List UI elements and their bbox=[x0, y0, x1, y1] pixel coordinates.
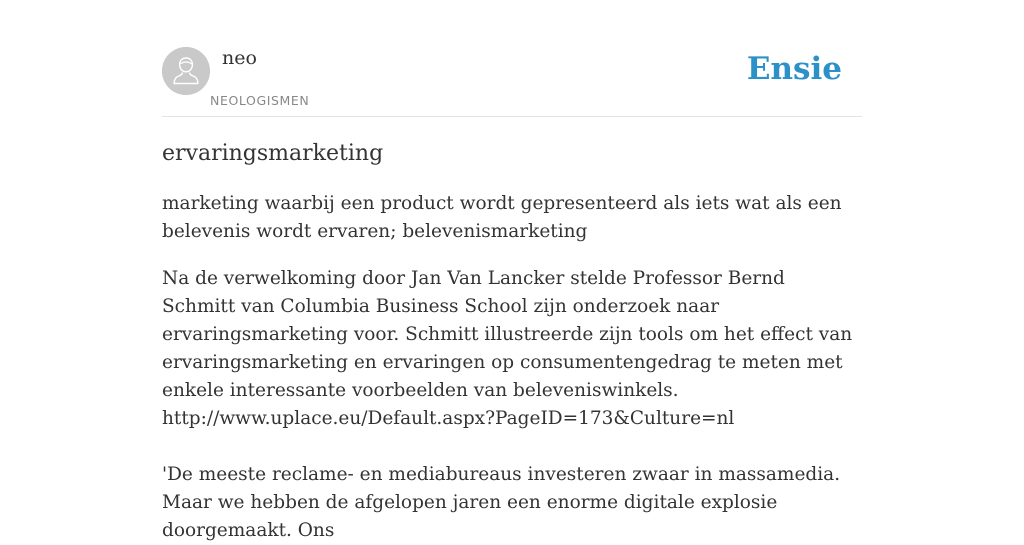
example-paragraph: Na de verwelkoming door Jan Van Lancker stelde Professor Bernd Schmitt van Columbia Business School zijn onderzoek naar ervaringsmarketing voor. Schmitt illustreerde zijn tools om het effect van ervaringsmarketing en ervaringen op consumentengedrag te meten met enkele interessante voorbeelden van beleveniswinkels. bbox=[162, 268, 853, 401]
example-quote: 'De meeste reclame- en mediabureaus investeren zwaar in massamedia. Maar we hebben de afgelopen jaren een enorme digitale explosie doorgemaakt. Ons bbox=[162, 464, 841, 541]
entry-header bbox=[162, 0, 862, 117]
example-source-url: http://www.uplace.eu/Default.aspx?PageID=173&Culture=nl bbox=[162, 408, 735, 429]
entry-title: ervaringsmarketing bbox=[162, 141, 384, 166]
entry-example bbox=[162, 265, 862, 545]
author-name[interactable]: neo bbox=[222, 47, 257, 69]
entry-content bbox=[162, 138, 862, 545]
collection-label[interactable]: NEOLOGISMEN bbox=[210, 93, 310, 108]
example-spacer bbox=[162, 433, 862, 461]
user-silhouette-icon bbox=[162, 47, 210, 95]
author-avatar[interactable] bbox=[162, 47, 210, 95]
ensie-logo[interactable]: Ensie bbox=[746, 51, 842, 87]
entry-definition: marketing waarbij een product wordt gepresenteerd als iets wat als een belevenis wordt ervaren; belevenismarketing bbox=[162, 193, 842, 242]
